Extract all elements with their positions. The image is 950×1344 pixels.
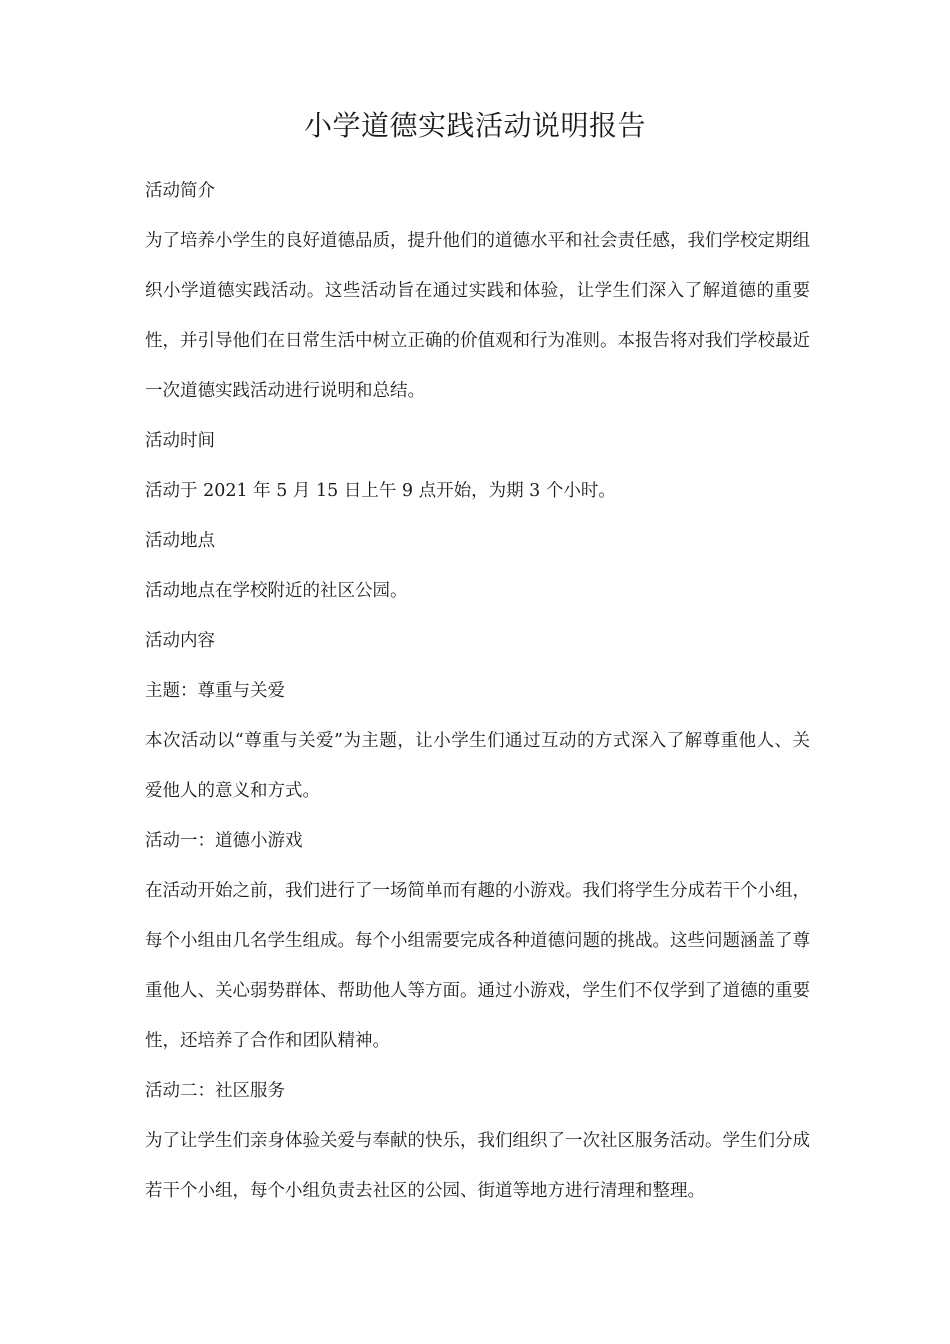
document-body [145,166,810,1216]
section-heading-intro: 活动简介 [145,181,215,201]
section-heading-content: 活动内容 [145,631,215,651]
subheading-activity-one: 活动一：道德小游戏 [145,831,303,851]
paragraph-intro: 为了培养小学生的良好道德品质，提升他们的道德水平和社会责任感，我们学校定期组织小学道德实践活动。这些活动旨在通过实践和体验，让学生们深入了解道德的重要性，并引导他们在日常生活中树立正确的价值观和行为准则。本报告将对我们学校最近一次道德实践活动进行说明和总结。 [145,231,810,401]
subheading-theme: 主题：尊重与关爱 [145,681,285,701]
paragraph-theme: 本次活动以“尊重与关爱”为主题，让小学生们通过互动的方式深入了解尊重他人、关爱他人的意义和方式。 [145,731,810,801]
paragraph-activity-two: 为了让学生们亲身体验关爱与奉献的快乐，我们组织了一次社区服务活动。学生们分成若干个小组，每个小组负责去社区的公园、街道等地方进行清理和整理。 [145,1131,810,1201]
paragraph-time: 活动于 2021 年 5 月 15 日上午 9 点开始，为期 3 个小时。 [145,481,616,501]
section-heading-place: 活动地点 [145,531,215,551]
subheading-activity-two: 活动二：社区服务 [145,1081,285,1101]
paragraph-place: 活动地点在学校附近的社区公园。 [145,581,408,601]
paragraph-activity-one: 在活动开始之前，我们进行了一场简单而有趣的小游戏。我们将学生分成若干个小组，每个小组由几名学生组成。每个小组需要完成各种道德问题的挑战。这些问题涵盖了尊重他人、关心弱势群体、帮助他人等方面。通过小游戏，学生们不仅学到了道德的重要性，还培养了合作和团队精神。 [145,881,810,1051]
section-heading-time: 活动时间 [145,431,215,451]
document-title: 小学道德实践活动说明报告 [303,109,646,142]
